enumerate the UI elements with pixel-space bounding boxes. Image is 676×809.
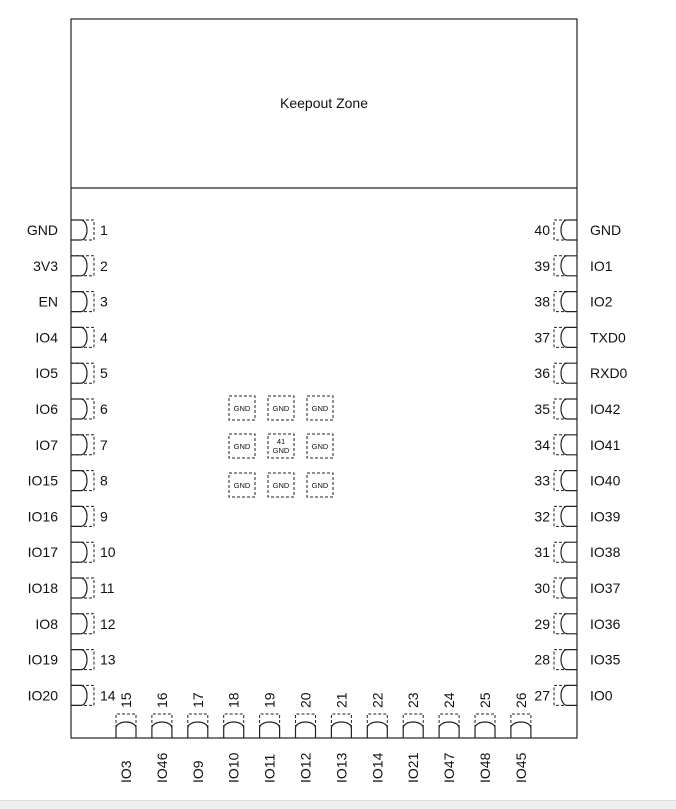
bottom-pin-number: 23 (405, 692, 422, 708)
left-pin-number: 8 (100, 472, 108, 489)
right-pin-notch (561, 578, 577, 598)
right-pin-number: 35 (534, 401, 550, 417)
left-pin-name: IO16 (27, 508, 58, 525)
left-pin-pad (71, 220, 94, 240)
left-pin-number: 13 (100, 651, 116, 668)
bottom-pin-name: IO14 (369, 752, 386, 783)
bottom-pin-name: IO11 (261, 753, 278, 783)
ground-pad (268, 396, 294, 420)
left-pin-name: IO15 (27, 472, 58, 489)
right-pin-notch (561, 256, 577, 276)
left-pin-number: 10 (100, 544, 116, 561)
right-pin-name: IO35 (590, 651, 621, 668)
left-pin-pad (71, 614, 94, 634)
left-pin-notch (71, 256, 87, 276)
ground-pad (229, 396, 255, 420)
left-pin-notch (71, 292, 87, 312)
bottom-pin-notch (367, 722, 387, 738)
ground-pad (268, 434, 294, 458)
left-pin-notch (71, 685, 87, 705)
ground-pad-number: 41 (276, 437, 286, 446)
bottom-pin-number: 26 (512, 692, 529, 708)
bottom-pin-notch (188, 722, 208, 738)
left-pin-pad (71, 327, 94, 347)
left-pin-pad (71, 363, 94, 383)
left-pin (28, 685, 116, 705)
left-pin-number: 5 (100, 365, 108, 382)
bottom-pin-name: IO47 (441, 752, 458, 783)
left-pin-pad (71, 685, 94, 705)
left-pin-pad (71, 578, 94, 598)
right-pin-number: 31 (534, 544, 550, 561)
left-pin-notch (71, 399, 87, 419)
left-pin (35, 363, 108, 383)
right-pin (534, 363, 627, 383)
bottom-pin-pad (511, 714, 531, 728)
left-pin-notch (71, 471, 87, 491)
left-pin-notch (71, 542, 87, 562)
left-pin-number: 3 (100, 293, 108, 310)
bottom-pin-pad (331, 714, 351, 728)
module-body (71, 19, 577, 738)
left-pin-pad (71, 399, 94, 419)
center-ground-pads (229, 396, 333, 497)
bottom-pin-name: IO48 (477, 752, 493, 783)
right-pin-notch (561, 292, 577, 312)
ground-pad-label: GND (311, 481, 329, 490)
left-pin (28, 650, 116, 670)
right-pin-number: 30 (534, 580, 550, 596)
right-pin-name: RXD0 (590, 365, 628, 382)
bottom-pin-pad (116, 714, 136, 728)
left-pin (35, 399, 108, 419)
bottom-pin-notch (403, 722, 423, 738)
left-pin-name: EN (38, 293, 58, 310)
bottom-pin-notch (331, 722, 351, 738)
left-pin-name: IO18 (27, 580, 58, 596)
bottom-pin-pad (475, 714, 495, 728)
left-pin-name: IO5 (35, 365, 58, 382)
left-pin (28, 471, 108, 491)
right-pin-notch (561, 327, 577, 347)
left-pin-pad (71, 256, 94, 276)
ground-pad (307, 434, 333, 458)
right-pin-notch (561, 220, 577, 240)
right-pin-notch (561, 506, 577, 526)
bottom-pin-number: 25 (477, 692, 493, 708)
bottom-pin-notch (296, 722, 316, 738)
bottom-pin-number: 22 (369, 692, 386, 708)
bottom-pin-pad (224, 714, 244, 728)
left-pin-number: 7 (100, 436, 108, 453)
bottom-pin-number: 18 (225, 692, 242, 708)
ground-pad-label: GND (311, 404, 329, 413)
left-pin-name: IO17 (27, 544, 58, 561)
bottom-pin-pad (260, 714, 280, 728)
left-pin-number: 9 (100, 508, 108, 525)
right-pin-notch (561, 685, 577, 705)
right-pin-number: 39 (534, 257, 550, 274)
right-pin-number: 33 (534, 472, 550, 489)
ground-pad-label: GND (311, 442, 329, 451)
left-pin-notch (71, 435, 87, 455)
left-pin (35, 435, 108, 455)
left-pin-name: GND (26, 222, 58, 238)
right-pin-notch (561, 542, 577, 562)
bottom-pin-number: 15 (118, 692, 134, 708)
bottom-pin-name: IO46 (153, 752, 170, 783)
right-pin-name: IO42 (590, 401, 621, 417)
right-pin-name: IO36 (590, 615, 621, 632)
bottom-pin-notch (439, 722, 459, 738)
left-pin (28, 506, 108, 526)
left-pin-pad (71, 435, 94, 455)
bottom-pin-name: IO45 (512, 752, 529, 783)
right-pin-notch (561, 650, 577, 670)
left-pin-name: IO8 (35, 615, 58, 632)
ground-pad (307, 473, 333, 497)
bottom-pin-number: 24 (441, 692, 458, 708)
left-pin-notch (71, 578, 87, 598)
bottom-pin-name: IO13 (333, 752, 350, 783)
right-pin (534, 220, 621, 240)
right-pin-name: IO2 (590, 293, 613, 310)
right-pin-notch (561, 399, 577, 419)
ground-pad-label: GND (233, 481, 251, 490)
right-pin (534, 292, 612, 312)
right-pin-notch (561, 471, 577, 491)
right-pin (534, 685, 612, 705)
left-pin-pad (71, 471, 94, 491)
left-pin-number: 2 (100, 257, 108, 274)
bottom-pin-name: IO10 (225, 752, 242, 783)
ground-pad (229, 434, 255, 458)
left-pin (35, 327, 108, 347)
left-pin-name: IO20 (27, 687, 58, 704)
left-pin-name: IO6 (35, 401, 58, 417)
ground-pad (229, 473, 255, 497)
ground-pad-label: GND (272, 446, 290, 455)
right-pin-name: IO41 (590, 436, 621, 453)
right-pin (534, 327, 626, 347)
left-pin-notch (71, 327, 87, 347)
bottom-pin-pad (188, 714, 208, 728)
right-pin-name: TXD0 (590, 329, 626, 346)
left-pin-number: 14 (100, 687, 116, 704)
bottom-pin-number: 19 (261, 692, 278, 708)
left-pin-name: IO19 (27, 651, 58, 668)
right-pin-number: 36 (534, 365, 550, 382)
left-pin-number: 11 (100, 580, 115, 596)
ground-pad-label: GND (272, 481, 290, 490)
bottom-pin-number: 20 (297, 692, 314, 708)
bottom-pin-number: 21 (333, 692, 350, 708)
left-pin-number: 4 (100, 329, 108, 346)
right-pin-name: IO39 (590, 508, 621, 525)
left-pin-pad (71, 650, 94, 670)
right-pin (534, 256, 612, 276)
left-pin-pad (71, 542, 94, 562)
right-pin-name: IO1 (590, 257, 613, 274)
bottom-pin-pad (296, 714, 316, 728)
right-pin-name: IO37 (590, 580, 621, 596)
right-pin-name: GND (590, 222, 622, 238)
left-pin-number: 1 (100, 222, 108, 238)
module-outline (71, 19, 577, 738)
left-pin (35, 614, 115, 634)
bottom-pin-notch (152, 722, 172, 738)
bottom-pin-notch (116, 722, 136, 738)
right-pin-number: 34 (534, 436, 550, 453)
bottom-pin-name: IO9 (189, 760, 206, 783)
bottom-pin-number: 17 (189, 692, 206, 708)
bottom-pin-pad (367, 714, 387, 728)
right-pin-number: 40 (534, 222, 550, 238)
keepout-zone-label: Keepout Zone (280, 95, 368, 111)
right-pin-number: 37 (534, 329, 550, 346)
bottom-pin-number: 16 (153, 692, 170, 708)
ground-pad-label: GND (233, 404, 251, 413)
right-pin-notch (561, 435, 577, 455)
right-pin-number: 32 (534, 508, 550, 525)
right-pin-name: IO40 (590, 472, 621, 489)
bottom-pin-pad (439, 714, 459, 728)
left-pin-notch (71, 614, 87, 634)
bottom-pin-pad (152, 714, 172, 728)
left-pin (27, 220, 108, 240)
left-pin-pad (71, 506, 94, 526)
ground-pad (268, 473, 294, 497)
ground-pad-label: GND (233, 442, 251, 451)
left-pin-number: 6 (100, 401, 108, 417)
bottom-pin-notch (475, 722, 495, 738)
bottom-pin-notch (260, 722, 280, 738)
bottom-pin-pad (403, 714, 423, 728)
bottom-pin-name: IO12 (297, 752, 314, 783)
right-pin-number: 38 (534, 293, 550, 310)
bottom-pin-notch (511, 722, 531, 738)
left-pin (39, 292, 108, 312)
bottom-pin-name: IO21 (405, 752, 422, 783)
ground-pad (307, 396, 333, 420)
left-pin-notch (71, 220, 87, 240)
right-pin-name: IO38 (590, 544, 621, 561)
left-pin-notch (71, 506, 87, 526)
right-pin-name: IO0 (590, 687, 613, 704)
left-pin-notch (71, 650, 87, 670)
left-pin-number: 12 (100, 615, 116, 632)
left-pin-name: IO4 (35, 329, 58, 346)
bottom-pin-name: IO3 (118, 760, 134, 783)
bottom-pin-notch (224, 722, 244, 738)
right-pin-number: 27 (534, 687, 550, 704)
right-pin-number: 28 (534, 651, 550, 668)
right-pin-notch (561, 614, 577, 634)
left-pin-pad (71, 292, 94, 312)
right-pin-number: 29 (534, 615, 550, 632)
left-pin-notch (71, 363, 87, 383)
left-pin-name: IO7 (35, 436, 58, 453)
right-pin-notch (561, 363, 577, 383)
ground-pad-label: GND (272, 404, 290, 413)
left-pin-name: 3V3 (33, 257, 58, 274)
left-pin (28, 542, 116, 562)
right-pin-column (534, 220, 627, 705)
